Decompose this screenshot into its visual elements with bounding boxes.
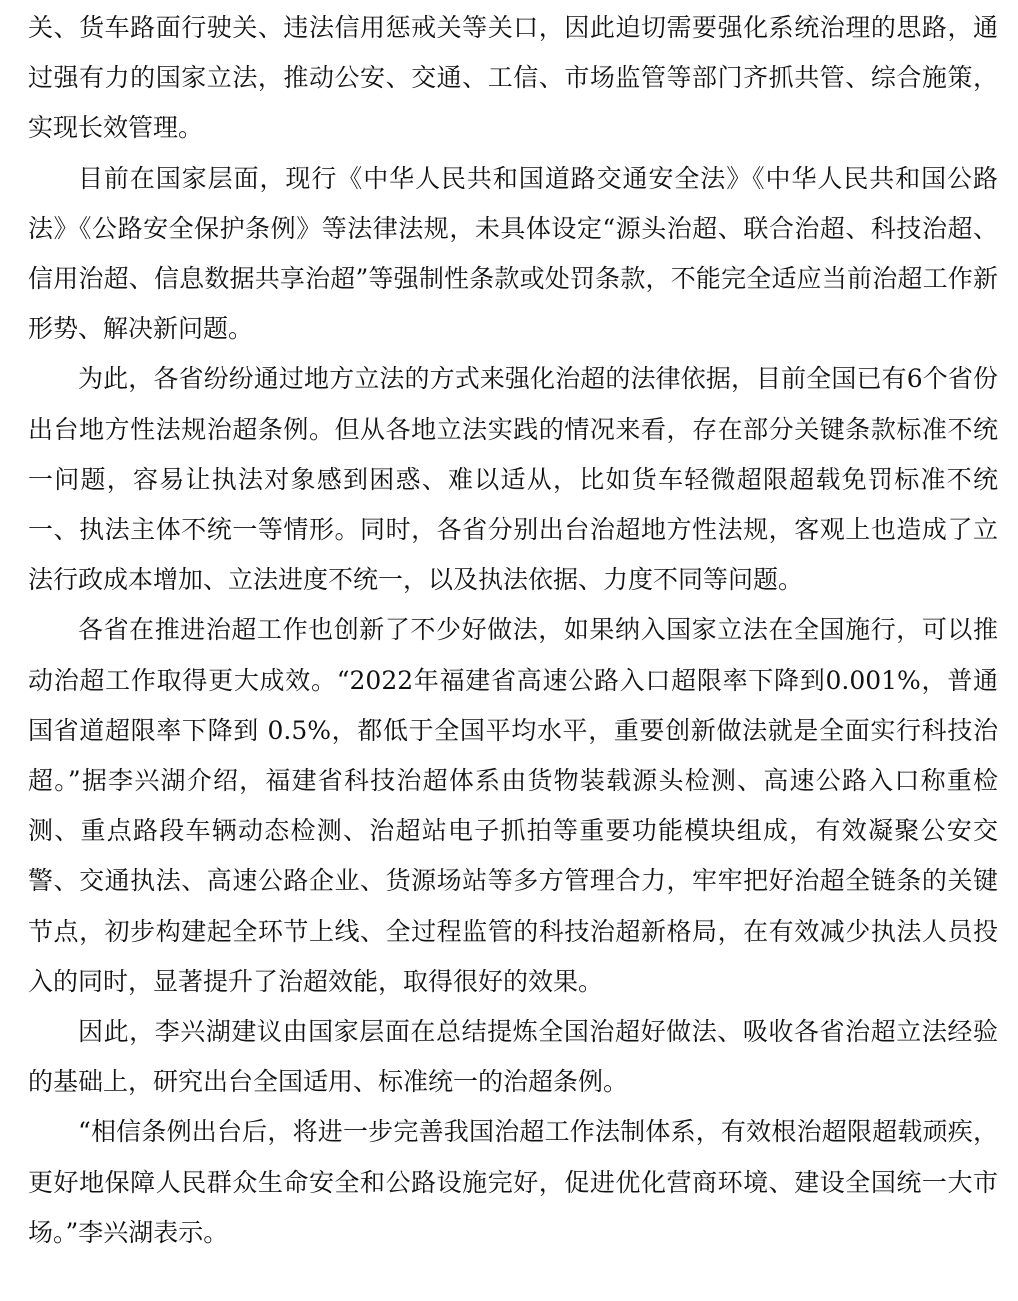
paragraph-6: “相信条例出台后，将进一步完善我国治超工作法制体系，有效根治超限超载顽疾，更好地保障人民群众生命安全和公路设施完好，促进优化营商环境、建设全国统一大市场。”李兴湖表示。	[28, 1117, 998, 1247]
paragraph-5: 因此，李兴湖建议由国家层面在总结提炼全国治超好做法、吸收各省治超立法经验的基础上，研究出台全国适用、标准统一的治超条例。	[28, 1017, 998, 1097]
paragraph-4: 各省在推进治超工作也创新了不少好做法，如果纳入国家立法在全国施行，可以推动治超工作取得更大成效。“2022年福建省高速公路入口超限率下降到0.001%，普通国省道超限率下降到 0.5%，都低于全国平均水平，重要创新做法就是全面实行科技治超。”据李兴湖介绍，福建省科技治超体系由货物装载源头检测、高速公路入口称重检测、重点路段车辆动态检测、治超站电子抓拍等重要功能模块组成，有效凝聚公安交警、交通执法、高速公路企业、货源场站等多方管理合力，牢牢把好治超全链条的关键节点，初步构建起全环节上线、全过程监管的科技治超新格局，在有效减少执法人员投入的同时，显著提升了治超效能，取得很好的效果。	[28, 615, 998, 996]
paragraph-2: 目前在国家层面，现行《中华人民共和国道路交通安全法》《中华人民共和国公路法》《公路安全保护条例》等法律法规，未具体设定“源头治超、联合治超、科技治超、信用治超、信息数据共享治超”等强制性条款或处罚条款，不能完全适应当前治超工作新形势、解决新问题。	[28, 163, 998, 344]
paragraph-3: 为此，各省纷纷通过地方立法的方式来强化治超的法律依据，目前全国已有6个省份出台地方性法规治超条例。但从各地立法实践的情况来看，存在部分关键条款标准不统一问题，容易让执法对象感到困惑、难以适从，比如货车轻微超限超载免罚标准不统一、执法主体不统一等情形。同时，各省分别出台治超地方性法规，客观上也造成了立法行政成本增加、立法进度不统一，以及执法依据、力度不同等问题。	[28, 364, 998, 595]
paragraph-1: 关、货车路面行驶关、违法信用惩戒关等关口，因此迫切需要强化系统治理的思路，通过强有力的国家立法，推动公安、交通、工信、市场监管等部门齐抓共管、综合施策，实现长效管理。	[28, 13, 998, 143]
